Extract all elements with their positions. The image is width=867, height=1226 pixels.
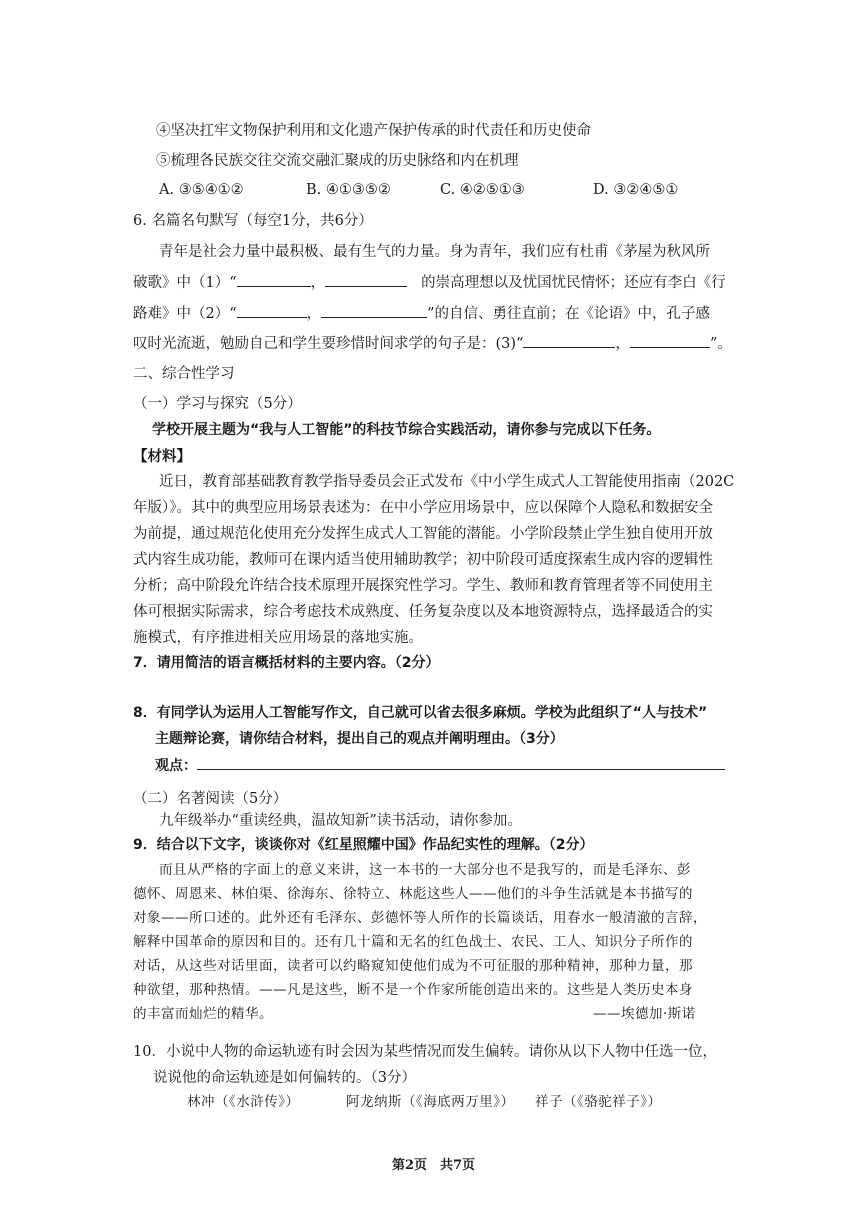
material-line-6: 体可根据实际需求，综合考虑技术成熟度、任务复杂度以及本地资源特点，选择最适合的实 xyxy=(133,604,713,620)
material-line-2: 年版）》。其中的典型应用场景表述为：在中小学应用场景中，应以保障个人隐私和数据安全 xyxy=(133,500,713,516)
excerpt-line-1: 而且从严格的字面上的意义来讲，这一本书的一大部分也不是我写的，而是毛泽东、彭 xyxy=(159,862,691,878)
question-8-line2: 主题辩论赛，请你结合材料，提出自己的观点并阐明理由。（3分） xyxy=(155,731,564,747)
material-line-4: 式内容生成功能，教师可在课内适当使用辅助教学；初中阶段可适度探索生成内容的逻辑性 xyxy=(133,552,713,568)
character-option-1: 林冲（《水浒传》） xyxy=(187,1094,300,1110)
item-5: ⑤梳理各民族交往交流交融汇聚成的历史脉络和内在机理 xyxy=(156,153,519,169)
activity-intro: 学校开展主题为“我与人工智能”的科技节综合实践活动，请你参与完成以下任务。 xyxy=(152,422,661,438)
excerpt-line-2: 德怀、周恩来、林伯渠、徐海东、徐特立、林彪这些人——他们的斗争生活就是本书描写的 xyxy=(133,886,693,902)
answer-blank-2b[interactable] xyxy=(321,303,427,318)
viewpoint-row xyxy=(155,755,725,776)
viewpoint-label: 观点： xyxy=(155,758,197,774)
excerpt-line-7: 的丰富而灿烂的精华。 xyxy=(133,1006,273,1022)
page-number: 第2页 共7页 xyxy=(391,1158,476,1173)
material-line-7: 施模式，有序推进相关应用场景的落地实施。 xyxy=(133,630,423,646)
q6-title: 6. 名篇名句默写（每空1分，共6分） xyxy=(133,213,373,229)
answer-blank-1b[interactable] xyxy=(325,272,407,287)
excerpt-line-5: 对话，从这些对话里面，读者可以约略窥知使他们成为不可征服的那种精神，那种力量，那 xyxy=(133,958,693,974)
subsection-1-title: （一）学习与探究（5分） xyxy=(133,396,302,412)
question-10-line1: 10．小说中人物的命运轨迹有时会因为某些情况而发生偏转。请你从以下人物中任选一位， xyxy=(133,1044,717,1060)
viewpoint-answer-line[interactable] xyxy=(197,755,725,770)
character-option-3: 祥子（《骆驼祥子》） xyxy=(535,1094,662,1110)
answer-blank-1a[interactable] xyxy=(237,272,311,287)
section-2-title: 二、综合性学习 xyxy=(133,366,235,382)
subsection-2-title: （二）名著阅读（5分） xyxy=(133,791,288,807)
material-line-5: 分析；高中阶段允许结合技术原理开展探究性学习。学生、教师和教育管理者等不同使用主 xyxy=(133,578,713,594)
answer-blank-3b[interactable] xyxy=(630,333,710,348)
reading-activity-intro: 九年级举办“重读经典，温故知新”读书活动，请你参加。 xyxy=(159,813,522,829)
material-line-3: 为前提，通过规范化使用充分发挥生成式人工智能的潜能。小学阶段禁止学生独自使用开放 xyxy=(133,526,713,542)
character-option-2: 阿龙纳斯（《海底两万里》） xyxy=(346,1094,515,1110)
answer-blank-3a[interactable] xyxy=(523,333,615,348)
option-a: A. ③⑤④①② xyxy=(159,182,244,198)
excerpt-line-6: 种欲望，那种热情。——凡是这些，断不是一个作家所能创造出来的。这些是人类历史本身 xyxy=(133,982,693,998)
option-c: C. ④②⑤①③ xyxy=(440,182,525,198)
q6-line4: 叹时光流逝，勉励自己和学生要珍惜时间求学的句子是：(3)“ ， ”。 xyxy=(133,333,732,354)
material-label: 【材料】 xyxy=(133,448,191,465)
question-9: 9．结合以下文字，谈谈你对《红星照耀中国》作品纪实性的理解。（2分） xyxy=(133,837,594,853)
q6-line3: 路难》中（2）“ ， ”的自信、勇往直前；在《论语》中，孔子感 xyxy=(133,303,710,324)
question-8-line1: 8．有同学认为运用人工智能写作文，自己就可以省去很多麻烦。学校为此组织了“人与技术” xyxy=(133,705,708,721)
option-b: B. ④①③⑤② xyxy=(306,182,391,198)
excerpt-author: ——埃德加·斯诺 xyxy=(593,1006,696,1022)
question-7: 7．请用简洁的语言概括材料的主要内容。（2分） xyxy=(133,655,440,671)
question-10-line2: 说说他的命运轨迹是如何偏转的。（3分） xyxy=(153,1070,416,1086)
q6-line2: 破歌》中（1）“ ， 的崇高理想以及忧国忧民情怀；还应有李白《行 xyxy=(133,272,726,293)
answer-blank-2a[interactable] xyxy=(237,303,307,318)
excerpt-line-3: 对象——所口述的。此外还有毛泽东、彭德怀等人所作的长篇谈话，用春水一般清澈的言辞， xyxy=(133,910,707,926)
q6-line1: 青年是社会力量中最积极、最有生气的力量。身为青年，我们应有杜甫《茅屋为秋风所 xyxy=(159,244,710,260)
option-d: D. ③②④⑤① xyxy=(593,182,679,198)
excerpt-line-4: 解释中国革命的原因和目的。还有几十篇和无名的红色战士、农民、工人、知识分子所作的 xyxy=(133,934,693,950)
item-4: ④坚决扛牢文物保护利用和文化遗产保护传承的时代责任和历史使命 xyxy=(156,123,591,139)
material-line-1: 近日，教育部基础教育教学指导委员会正式发布《中小学生成式人工智能使用指南（202C xyxy=(159,474,735,490)
